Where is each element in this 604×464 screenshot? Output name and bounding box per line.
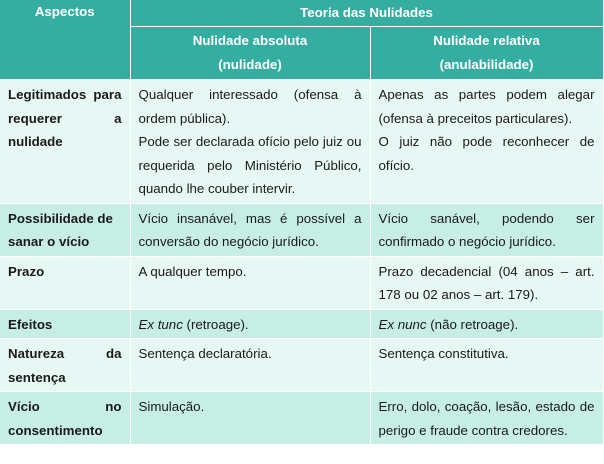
row-possibilidade (0, 203, 603, 256)
aspect-prazo: Prazo (0, 256, 130, 309)
relativa-efeitos-latin: Ex nunc (378, 316, 427, 332)
relativa-legitimados (370, 80, 603, 204)
aspect-possibilidade: Possibilidade de sanar o vício (0, 203, 130, 256)
header-nulidade-relativa (370, 27, 603, 80)
header-absoluta-line2: (nulidade) (218, 57, 282, 72)
absoluta-prazo: A qualquer tempo. (130, 256, 370, 309)
absoluta-legitimados-p2: Pode ser declarada ofício pelo juiz ou requerida pelo Ministério Público, quando lhe couber intervir. (138, 134, 362, 196)
header-relativa-line2: (anulabilidade) (439, 57, 534, 72)
absoluta-vicio: Simulação. (130, 392, 370, 445)
absoluta-possibilidade: Vício insanável, mas é possível a conversão do negócio jurídico. (130, 203, 370, 256)
header-absoluta-line1: Nulidade absoluta (192, 33, 308, 48)
aspect-efeitos: Efeitos (0, 309, 130, 339)
relativa-legitimados-p1: Apenas as partes podem alegar (ofensa à preceitos particulares). (378, 87, 595, 126)
row-legitimados (0, 80, 603, 204)
row-natureza (0, 339, 603, 392)
absoluta-natureza: Sentença declaratória. (130, 339, 370, 392)
header-relativa-line1: Nulidade relativa (433, 33, 540, 48)
header-teoria (130, 0, 603, 27)
aspect-natureza: Natureza da sentença (0, 339, 130, 392)
aspect-legitimados: Legitimados para requerer a nulidade (0, 80, 130, 204)
row-prazo (0, 256, 603, 309)
absoluta-efeitos-rest: (retroage). (182, 316, 249, 332)
header-teoria-label: Teoria das Nulidades (300, 5, 433, 20)
relativa-legitimados-p2: O juiz não pode reconhecer de ofício. (378, 134, 595, 173)
header-aspectos-label: Aspectos (34, 4, 95, 19)
relativa-efeitos (370, 309, 603, 339)
absoluta-efeitos (130, 309, 370, 339)
relativa-vicio: Erro, dolo, coação, lesão, estado de perigo e fraude contra credores. (370, 392, 603, 445)
relativa-efeitos-rest: (não retroage). (426, 316, 519, 332)
absoluta-legitimados (130, 80, 370, 204)
relativa-possibilidade: Vício sanável, podendo ser confirmado o negócio jurídico. (370, 203, 603, 256)
relativa-prazo: Prazo decadencial (04 anos – art. 178 ou 02 anos – art. 179). (370, 256, 603, 309)
aspect-vicio: Vício no consentimento (0, 392, 130, 445)
relativa-natureza: Sentença constitutiva. (370, 339, 603, 392)
row-efeitos (0, 309, 603, 339)
absoluta-legitimados-p1: Qualquer interessado (ofensa à ordem pública). (138, 87, 362, 126)
row-vicio (0, 392, 603, 445)
header-row-1 (0, 0, 603, 27)
absoluta-efeitos-latin: Ex tunc (138, 316, 183, 332)
header-nulidade-absoluta (130, 27, 370, 80)
header-aspectos (0, 0, 130, 80)
